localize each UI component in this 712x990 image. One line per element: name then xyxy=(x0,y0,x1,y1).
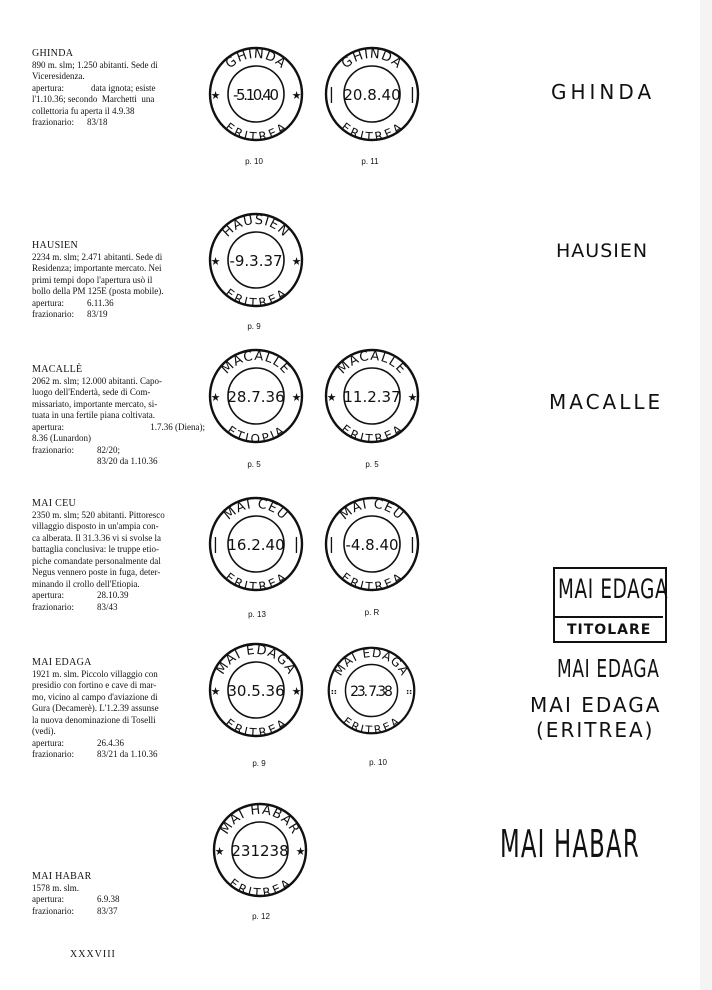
desc-line: 1578 m. slm. xyxy=(32,882,80,893)
postmark-svg xyxy=(206,210,306,310)
postmark-side-mark: | xyxy=(293,534,300,553)
field-value: 83/21 da 1.10.36 xyxy=(97,749,158,759)
postmark-town: GHINDA xyxy=(222,46,290,73)
postmark-town: MACALLE xyxy=(334,348,410,378)
postmark-maiedaga-2 xyxy=(325,644,418,737)
entry-name: MACALLÈ xyxy=(32,364,83,375)
field-label: frazionario: xyxy=(32,749,74,759)
desc-line: primi tempi dopo l'apertura usò il xyxy=(32,274,153,285)
page-ref: p. 10 xyxy=(245,157,263,166)
postmark-town: MAI EDAGA xyxy=(213,642,299,678)
postmark-side-mark: ★ xyxy=(210,391,221,404)
field-label: frazionario: xyxy=(32,444,74,455)
postmark-country: ERITREA xyxy=(222,715,290,740)
desc-line: apertura: data ignota; esiste xyxy=(32,82,156,93)
field-label: apertura: xyxy=(32,737,64,748)
entry-maiedaga-text xyxy=(32,657,217,761)
field-value: 6.9.38 xyxy=(97,894,120,904)
field-row xyxy=(32,456,217,468)
postmark-maiceu-1 xyxy=(206,494,306,594)
postmark-date: 11.2.37 xyxy=(343,388,401,406)
entry-name: MAI CEU xyxy=(32,498,77,509)
field-value: 83/18 xyxy=(87,117,108,127)
cancel-label-macalle: MACALLE xyxy=(549,390,664,414)
desc-line: (vedi). xyxy=(32,726,56,736)
page-ref: p. 10 xyxy=(369,758,387,767)
postmark-country: ERITREA xyxy=(338,569,406,594)
desc-line: luogo dell'Endertà, sede di Com- xyxy=(32,387,151,397)
postmark-svg xyxy=(210,800,310,900)
postmark-side-mark: ★ xyxy=(295,845,306,858)
cancel-label-titolare: MAI EDAGA xyxy=(558,574,669,605)
desc-line: Viceresidenza. xyxy=(32,71,85,81)
field-row xyxy=(32,894,217,906)
postmark-maihabar-1 xyxy=(210,800,310,900)
postmark-side-mark: | xyxy=(328,84,335,103)
desc-line: missariato, importante mercato, si- xyxy=(32,398,158,409)
cancel-label-maiedaga-1: MAI EDAGA xyxy=(557,654,660,683)
desc-line: la nuova denominazione di Toselli xyxy=(32,714,156,725)
desc-line: bollo della PM 125E (posta mobile). xyxy=(32,286,164,296)
cancel-label-maihabar: MAI HABAR xyxy=(500,822,640,866)
postmark-svg xyxy=(206,494,306,594)
postmark-maiceu-2 xyxy=(322,494,422,594)
field-value: 83/20 da 1.10.36 xyxy=(97,456,158,466)
desc-line: Negus vennero poste in fuga, deter- xyxy=(32,567,161,577)
desc-line: 8.36 (Lunardon) xyxy=(32,433,91,443)
field-label: apertura: xyxy=(32,421,64,432)
field-row xyxy=(32,309,217,321)
field-value: 83/19 xyxy=(87,309,108,319)
postmark-country: ERITREA xyxy=(222,569,290,594)
postmark-date: -4.8.40 xyxy=(345,536,399,554)
desc-line: Residenza; importante mercato. Nei xyxy=(32,263,162,273)
desc-line: battaglia conclusiva: le truppe etio- xyxy=(32,544,159,554)
page-ref: p. 5 xyxy=(365,460,379,469)
postmark-country: ERITREA xyxy=(222,119,290,144)
postmark-side-mark: ★ xyxy=(291,391,302,404)
entry-hausien-text xyxy=(32,240,217,321)
postmark-svg xyxy=(322,44,422,144)
entry-name: HAUSIEN xyxy=(32,240,78,251)
cancel-label-hausien: HAUSIEN xyxy=(556,240,649,262)
field-value: 28.10.39 xyxy=(97,590,129,600)
page-edge xyxy=(700,0,712,990)
field-row xyxy=(32,590,217,602)
field-row xyxy=(32,906,217,918)
page-ref: p. 13 xyxy=(248,610,266,619)
field-label: frazionario: xyxy=(32,905,74,916)
desc-line: minando il crollo dell'Etiopia. xyxy=(32,578,140,589)
postmark-macalle-1 xyxy=(206,346,306,446)
postmark-date: 28.7.36 xyxy=(227,388,285,406)
desc-line: collettoria fu aperta il 4.9.38 xyxy=(32,105,135,116)
postmark-ghinda-1 xyxy=(206,44,306,144)
postmark-country: ERITREA xyxy=(226,875,294,900)
field-row xyxy=(32,422,217,434)
postmark-town: GHINDA xyxy=(338,46,406,73)
postmark-town: MAI CEU xyxy=(337,496,407,524)
postmark-side-mark: | xyxy=(409,534,416,553)
titolare-rule xyxy=(553,616,663,618)
postmark-side-mark: | xyxy=(328,534,335,553)
postmark-side-mark: ★ xyxy=(210,89,221,102)
field-label: apertura: xyxy=(32,297,64,308)
postmark-ghinda-2 xyxy=(322,44,422,144)
postmark-svg xyxy=(322,346,422,446)
entry-maihabar-text xyxy=(32,871,217,917)
desc-line: 1921 m. slm. Piccolo villaggio con xyxy=(32,668,158,679)
cancel-label-titolare-sub: TITOLARE xyxy=(567,622,652,638)
cancel-label-maiedaga-3: (ERITREA) xyxy=(536,718,655,742)
field-label: apertura: xyxy=(32,590,64,600)
page-ref: p. 5 xyxy=(247,460,261,469)
postmark-side-mark: ★ xyxy=(407,391,418,404)
postmark-town: MACALLE xyxy=(218,348,294,378)
entry-maiceu-text xyxy=(32,498,217,613)
postmark-town: HAUSIEN xyxy=(219,212,293,241)
field-value: 6.11.36 xyxy=(87,297,114,308)
field-row xyxy=(32,445,217,457)
postmark-macalle-2 xyxy=(322,346,422,446)
field-value: 1.7.36 (Diena); xyxy=(150,421,205,432)
postmark-svg xyxy=(322,494,422,594)
desc-line: 2350 m. slm; 520 abitanti. Pittoresco xyxy=(32,509,165,520)
page-ref: p. 9 xyxy=(252,759,266,768)
entry-name: MAI EDAGA xyxy=(32,657,92,668)
page-ref: p. 12 xyxy=(252,912,270,921)
entry-name: MAI HABAR xyxy=(32,871,92,882)
postmark-side-mark: ⠶ xyxy=(405,687,413,699)
desc-line: 2062 m. slm; 12.000 abitanti. Capo- xyxy=(32,375,162,386)
desc-line: piche comandate personalmente dal xyxy=(32,555,161,566)
postmark-side-mark: ★ xyxy=(326,391,337,404)
field-row xyxy=(32,602,217,614)
postmark-country: ERITREA xyxy=(338,421,406,446)
postmark-side-mark: ★ xyxy=(291,685,302,698)
postmark-town: MAI CEU xyxy=(221,496,291,524)
entry-name: GHINDA xyxy=(32,48,74,59)
postmark-town: MAI HABAR xyxy=(217,802,303,838)
postmark-country: ERITREA xyxy=(340,714,403,737)
postmark-town: MAI EDAGA xyxy=(331,645,412,679)
desc-line: presidio con fortino e cave di mar- xyxy=(32,680,157,690)
postmark-date: 30.5.36 xyxy=(227,682,285,700)
desc-line: Gura (Decamerè). L'1.2.39 assunse xyxy=(32,703,159,713)
postmark-side-mark: | xyxy=(212,534,219,553)
desc-line: ca alberata. Il 31.3.36 vi si svolse la xyxy=(32,532,161,543)
postmark-date: -5.10.40 xyxy=(233,86,279,104)
postmark-date: -9.3.37 xyxy=(229,252,283,270)
cancel-label-maiedaga-2: MAI EDAGA xyxy=(530,693,662,717)
field-row xyxy=(32,738,217,750)
postmark-date: 20.8.40 xyxy=(343,86,401,104)
page-folio: XXXVIII xyxy=(70,949,116,960)
postmark-country: ERITREA xyxy=(338,119,406,144)
desc-line: 890 m. slm; 1.250 abitanti. Sede di xyxy=(32,59,158,70)
field-value: 82/20; xyxy=(97,444,121,455)
postmark-svg xyxy=(206,346,306,446)
field-label: apertura: xyxy=(32,894,64,904)
entry-macalle-text xyxy=(32,364,217,468)
field-label: frazionario: xyxy=(32,309,74,319)
desc-line: mo, vicino al campo d'aviazione di xyxy=(32,691,158,702)
desc-line: villaggio disposto in un'ampia con- xyxy=(32,521,159,531)
postmark-side-mark: | xyxy=(409,84,416,103)
page-ref: p. 11 xyxy=(361,157,379,166)
page-ref: p. R xyxy=(364,608,380,617)
postmark-maiedaga-1 xyxy=(206,640,306,740)
cancel-label-ghinda: GHINDA xyxy=(551,80,656,104)
field-label xyxy=(32,456,87,468)
page-ref: p. 9 xyxy=(247,322,261,331)
postmark-svg xyxy=(206,44,306,144)
postmark-country: ERITREA xyxy=(222,285,290,310)
postmark-svg xyxy=(325,644,418,737)
postmark-date: 23. 7.38 xyxy=(350,684,393,701)
field-label: frazionario: xyxy=(32,601,74,612)
field-value: 83/43 xyxy=(97,601,118,612)
field-row xyxy=(32,117,217,129)
postmark-side-mark: ⠶ xyxy=(330,687,338,699)
postmark-side-mark: ★ xyxy=(210,685,221,698)
desc-line: tuata in una fertile piana coltivata. xyxy=(32,410,155,420)
postmark-side-mark: ★ xyxy=(214,845,225,858)
postmark-country: ETIOPIA xyxy=(224,423,288,446)
postmark-side-mark: ★ xyxy=(210,255,221,268)
postmark-svg xyxy=(206,640,306,740)
desc-line: l'1.10.36; secondo Marchetti una xyxy=(32,94,155,104)
postmark-date: 16.2.40 xyxy=(227,536,285,554)
postmark-side-mark: ★ xyxy=(291,255,302,268)
postmark-date: 231238 xyxy=(231,842,289,860)
field-row xyxy=(32,298,217,310)
field-value: 83/37 xyxy=(97,905,118,916)
field-row xyxy=(32,749,217,761)
postmark-hausien-1 xyxy=(206,210,306,310)
entry-ghinda-text xyxy=(32,48,217,129)
field-value: 26.4.36 xyxy=(97,737,124,748)
desc-line: 2234 m. slm; 2.471 abitanti. Sede di xyxy=(32,251,163,262)
field-label: frazionario: xyxy=(32,117,74,127)
postmark-side-mark: ★ xyxy=(291,89,302,102)
